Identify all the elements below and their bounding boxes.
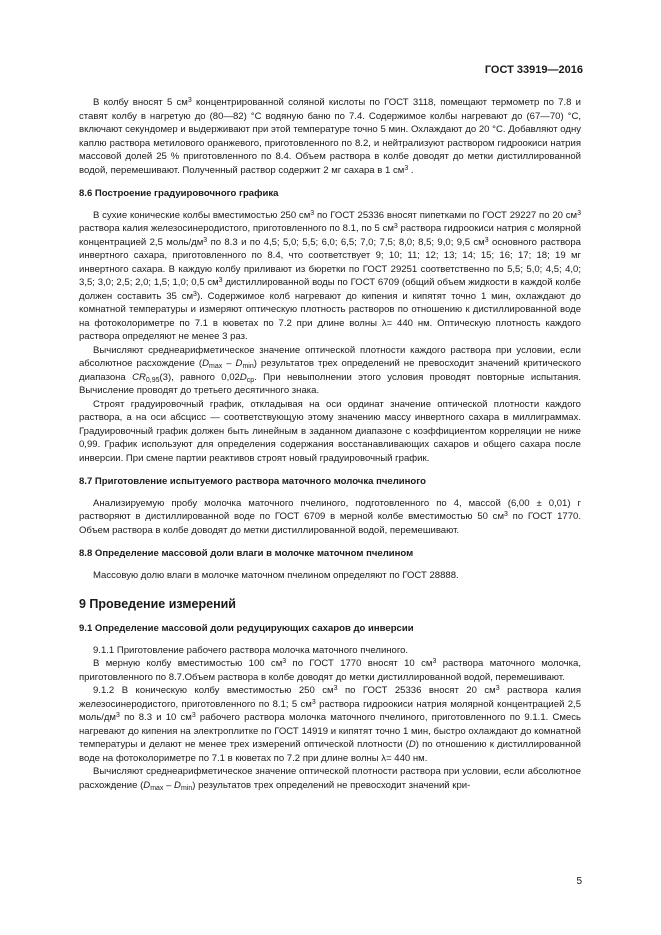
page-body: [79, 96, 581, 792]
document-id-header: ГОСТ 33919—2016: [484, 64, 583, 76]
paragraph-working-solution: В мерную колбу вместимостью 100 $см^3$ по ГОСТ 1770 вносят 10 $см^3$ раствора маточного молочка, приготовленного по 8.7.Объем раствора в колбе доводят до метки дистиллированной водой, перемешивают.: [79, 658, 582, 683]
section-heading-8-8: 8.8 Определение массовой доли влаги в молочке маточном пчелином: [79, 548, 414, 559]
paragraph-mean-optical-density: Вычисляют среднеарифметическое значение оптической плотности раствора при условии, если абсолютное расхождение $(D_{max} - D_{min})$ результатов трех определений не превосходит значений кри-: [79, 766, 581, 792]
page-number: 5: [576, 876, 582, 887]
section-heading-8-7: 8.7 Приготовление испытуемого раствора маточного молочка пчелиного: [79, 476, 426, 487]
paragraph-calibration-graph: Строят градуировочный график, откладывая на оси ординат значение оптической плотности каждого раствора, а на оси абсцисс — соответствующую этому значению массу инвертного сахара в миллиграммах. Градуировочный график должен быть линейным в заданном диапазоне с коэффициентом корреляции не ниже 0,99. График используют для определения содержания восстанавливающих сахаров и общего сахара после инверсии. При смене партии реактивов строят новый градуировочный график.: [79, 398, 581, 464]
paragraph-9-1-2: 9.1.2 В коническую колбу вместимостью 250 $см^3$ по ГОСТ 25336 вносят 20 $см^3$ раствора калия железосинеродистого, приготовленного по 8.1; 5 $см^3$ раствора гидроокиси натрия молярной концентрацией 2,5 моль/$дм^3$ по 8.3 и 10 $см^3$ рабочего раствора молочка маточного пчелиного, приготовленного по 9.1.1. Смесь нагревают до кипения на электроплитке по ГОСТ 14919 и кипятят точно 1 мин, быстро охлаждают до комнатной температуры и делают не менее трех измерений оптической плотности (D) по отношению к дистиллированной воде на фотоколориметре по 7.1 в кюветах по 7.2 при длине волны λ= 440 нм.: [79, 685, 582, 764]
paragraph-acid-hydrolysis: В колбу вносят 5 $см^3$ концентрированной соляной кислоты по ГОСТ 3118, помещают термометр по 7.8 и ставят колбу в нагретую до (80—82) °С водяную баню по 7.4. Содержимое колбы нагревают до (67—70) °С, включают секундомер и выдерживают при этой температуре точно 5 мин. Охлаждают до 20 °С. Добавляют одну каплю раствора метилового оранжевого, приготовленного по 8.2, и нейтрализуют раствором гидроокиси натрия массовой долей 25 % приготовленного по 8.4. Объем раствора в колбе доводят до метки дистиллированной водой, перемешивают. Полученный раствор содержит 2 мг сахара в 1 $см^3$ .: [79, 97, 581, 176]
paragraph-sample-prep: Анализируемую пробу молочка маточного пчелиного, подготовленного по 4, массой (6,00 ± 0,01) г растворяют в дистиллированной воде по ГОСТ 6709 в мерной колбе вместимостью 50 $см^3$ по ГОСТ 1770. Объем раствора в колбе доводят до метки дистиллированной водой, перемешивают.: [79, 497, 582, 536]
section-heading-8-6: 8.6 Построение градуировочного графика: [79, 188, 279, 199]
paragraph-calibration-prep: В сухие конические колбы вместимостью 250 $см^3$ по ГОСТ 25336 вносят пипетками по ГОСТ 29227 по 20 $см^3$ раствора калия железосинеродистого, приготовленного по 8.1, по 5 $см^3$ раствора гидроокиси натрия с молярной концентрацией 2,5 моль/$дм^3$ по 8.3 и по 4,5; 5,0; 5,5; 6,0; 6,5; 7,0; 7,5; 8,0; 8,5; 9,0; 9,5 $см^3$ основного раствора инвертного сахара, приготовленного по 8.4, что соответствует 9; 10; 11; 12; 13; 14; 15; 16; 17; 18; 19 мг инвертного сахара. В каждую колбу приливают из бюретки по ГОСТ 29251 соответственно по 5,5; 5,0; 4,5; 4,0; 3,5; 3,0; 2,5; 2,0; 1,5; 1,0; 0,5 $см^3$ дистиллированной воды по ГОСТ 6709 (общий объем жидкости в каждой колбе должен составить 35 $см^3$). Содержимое колб нагревают до кипения и кипятят точно 1 мин, охлаждают до комнатной температуры и измеряют оптическую плотность растворов по отношению к дистиллированной воде на фотоколориметре по 7.1 в кюветах по 7.2 при длине волны λ= 440 нм. Оптическую плотность каждого раствора определяют не менее 3 раз.: [79, 209, 582, 342]
paragraph-9-1-1: 9.1.1 Приготовление рабочего раствора молочка маточного пчелиного.: [93, 644, 409, 656]
section-heading-9: 9 Проведение измерений: [79, 597, 236, 611]
paragraph-moisture: Массовую долю влаги в молочке маточном пчелином определяют по ГОСТ 28888.: [93, 569, 459, 581]
section-heading-9-1: 9.1 Определение массовой доли редуцирующих сахаров до инверсии: [79, 623, 414, 634]
paragraph-calibration-mean: Вычисляют среднеарифметическое значение оптической плотности каждого раствора при условии, если абсолютное расхождение $(D_{max} - D_{min})$ результатов трех определений не превосходит значений критического диапазона $CR_{0,95}(3)$, равного $0,02D_{ср}$. При невыполнении этого условия проводят повторные испытания. Вычисление проводят до третьего десятичного знака.: [79, 344, 582, 396]
